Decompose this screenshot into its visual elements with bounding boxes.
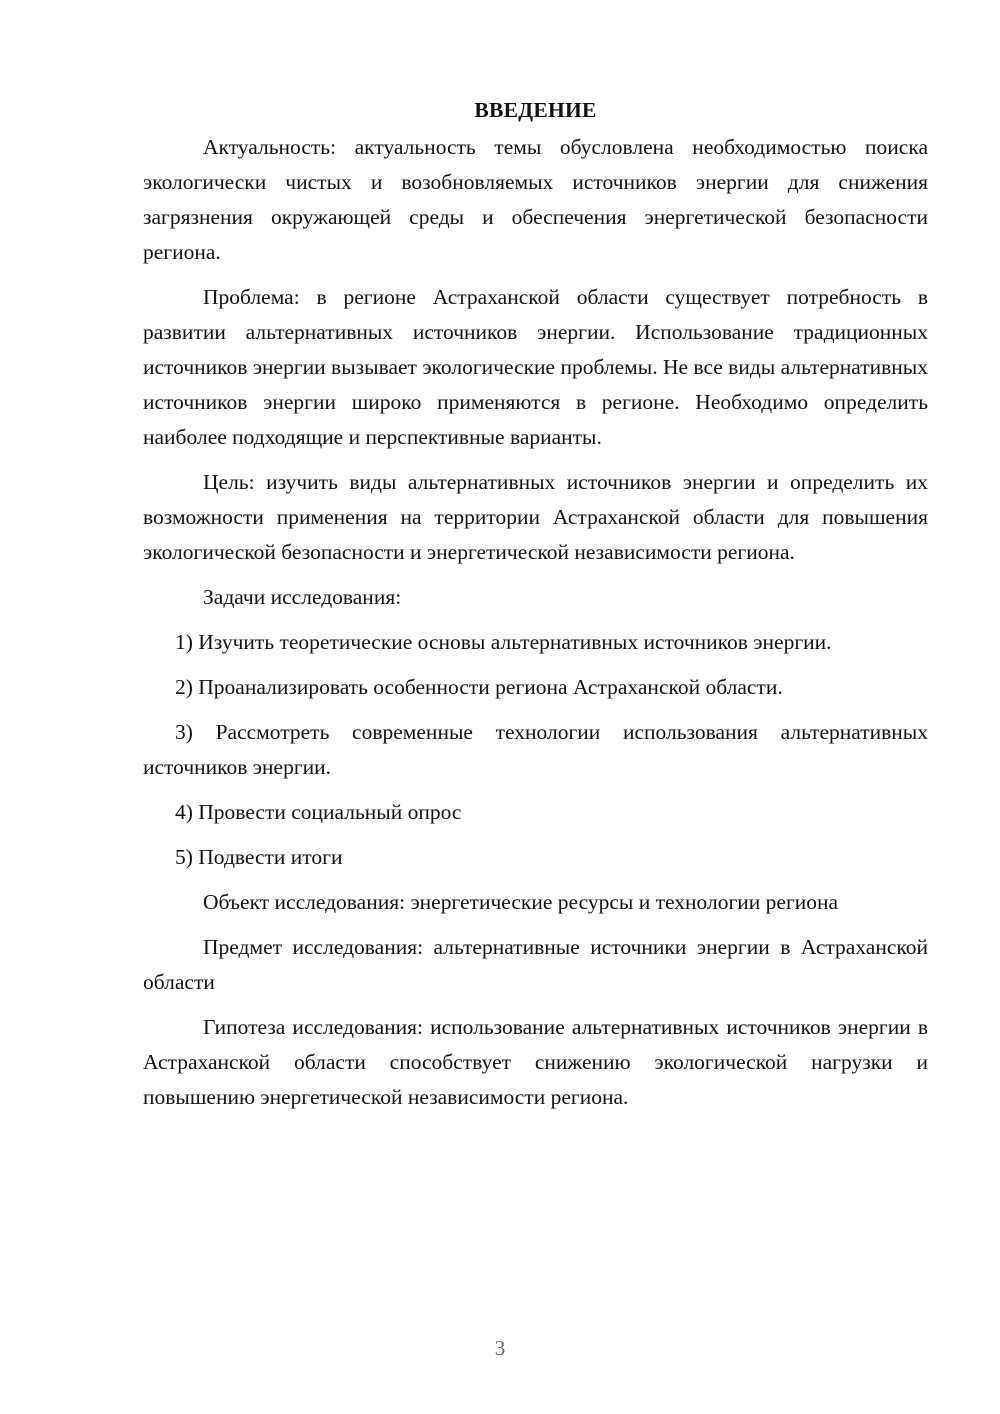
task-item-4: 4) Провести социальный опрос <box>175 800 462 824</box>
tasks-heading: Задачи исследования: <box>203 585 402 609</box>
section-title: ВВЕДЕНИЕ <box>474 98 597 122</box>
hypothesis-paragraph: Гипотеза исследования: использование альтернативных источников энергии в Астраханской области способствует снижению экологической нагрузки и повышению энергетической независимости региона. <box>143 1015 928 1109</box>
task-item-2: 2) Проанализировать особенности региона Астраханской области. <box>175 675 783 699</box>
page-number: 3 <box>494 1336 506 1360</box>
task-item-3: 3) Рассмотреть современные технологии использования альтернативных источников энергии. <box>143 720 928 779</box>
goal-paragraph: Цель: изучить виды альтернативных источников энергии и определить их возможности применения на территории Астраханской области для повышения экологической безопасности и энергетической независимости региона. <box>143 470 928 564</box>
subject-paragraph: Предмет исследования: альтернативные источники энергии в Астраханской области <box>143 935 928 994</box>
problem-paragraph: Проблема: в регионе Астраханской области существует потребность в развитии альтернативных источников энергии. Использование традиционных источников энергии вызывает экологические проблемы. Не все виды альтернативных источников энергии широко применяются в регионе. Необходимо определить наиболее подходящие и перспективные варианты. <box>143 285 928 449</box>
task-item-5: 5) Подвести итоги <box>175 845 343 869</box>
task-item-1: 1) Изучить теоретические основы альтернативных источников энергии. <box>175 630 832 654</box>
document-page <box>143 92 928 1115</box>
relevance-paragraph: Актуальность: актуальность темы обусловлена необходимостью поиска экологически чистых и возобновляемых источников энергии для снижения загрязнения окружающей среды и обеспечения энергетической безопасности региона. <box>143 135 928 264</box>
object-paragraph: Объект исследования: энергетические ресурсы и технологии региона <box>203 890 839 914</box>
